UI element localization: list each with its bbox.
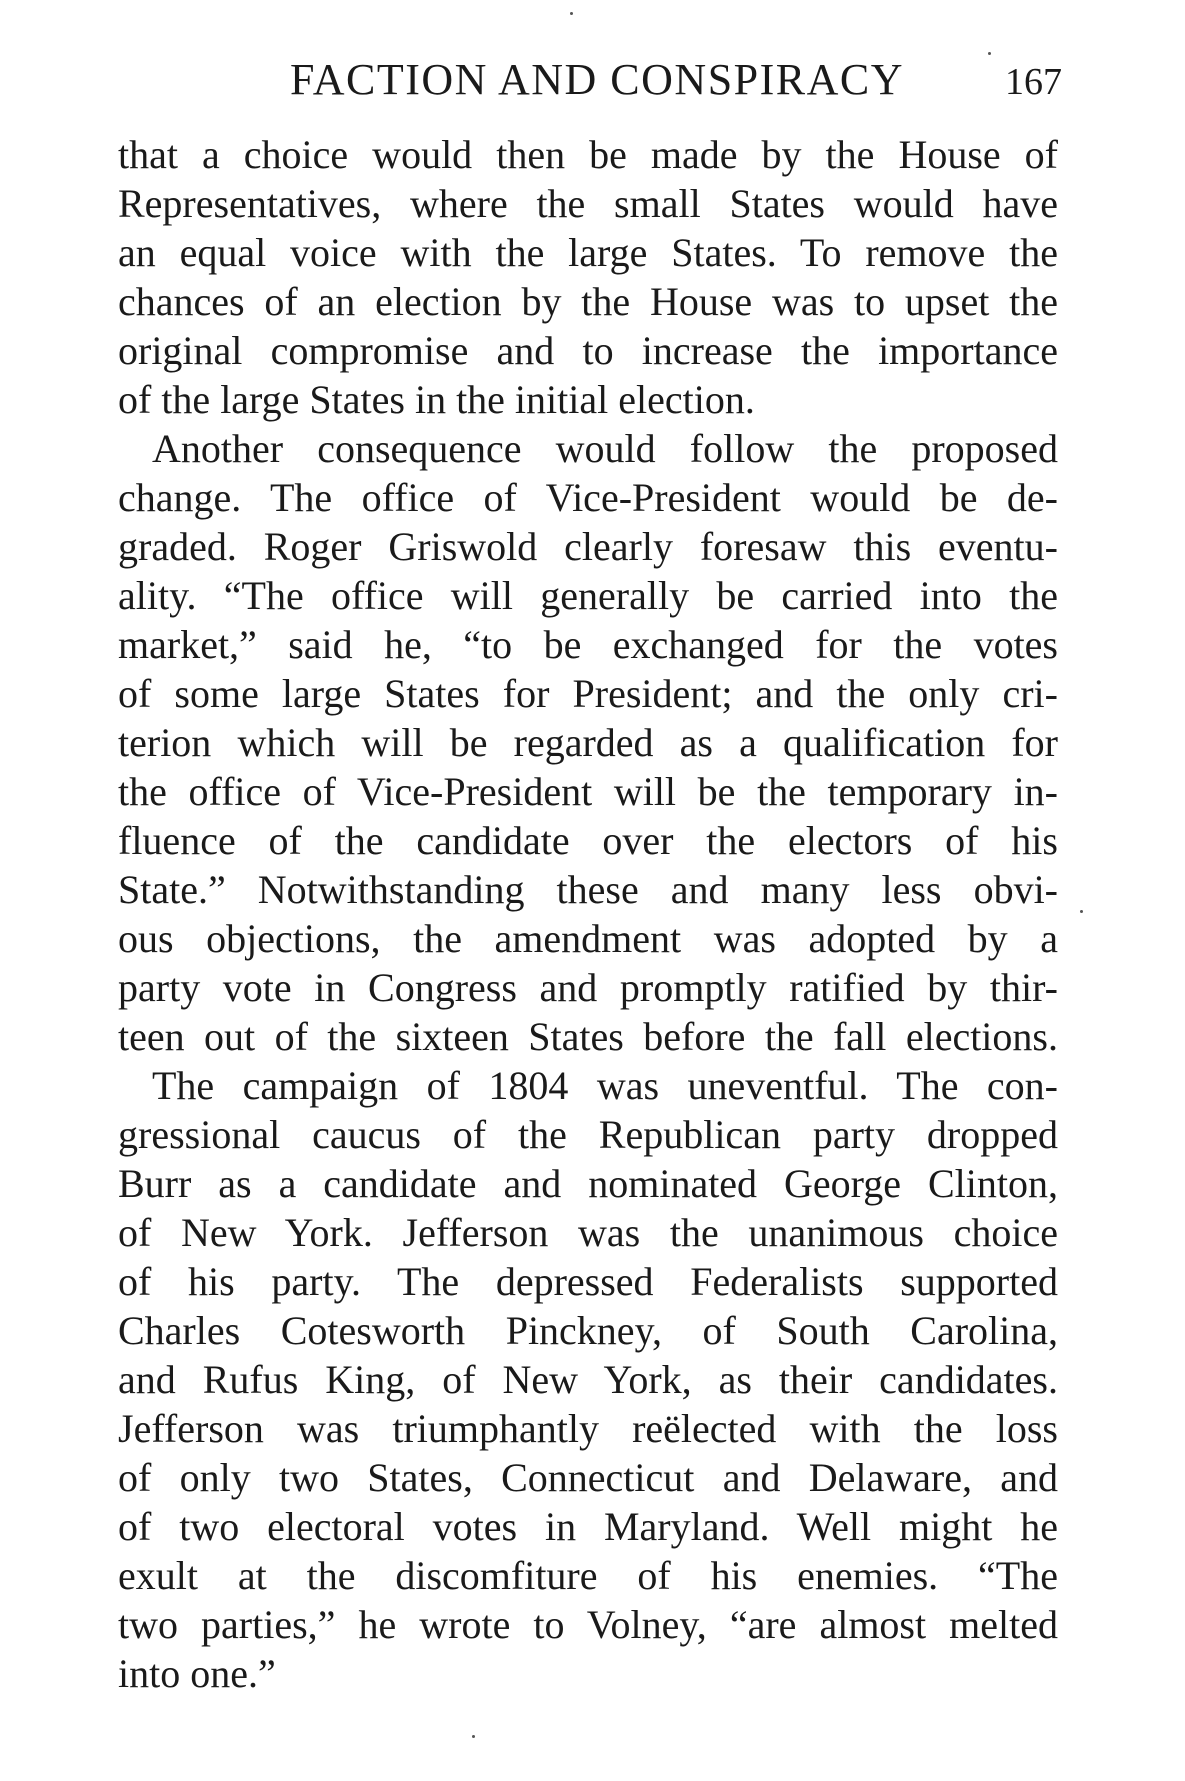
text-line: terion which will be regarded as a qualification for xyxy=(118,720,1058,765)
running-head xyxy=(0,54,1185,114)
text-line: exult at the discomfiture of his enemies. “The xyxy=(118,1553,1058,1598)
text-line: fluence of the candidate over the electors of his xyxy=(118,818,1058,863)
text-line: chances of an election by the House was to upset the xyxy=(118,279,1058,324)
scan-speck xyxy=(472,1735,475,1738)
text-line: The campaign of 1804 was uneventful. The con- xyxy=(152,1063,1058,1108)
text-line: gressional caucus of the Republican party dropped xyxy=(118,1112,1058,1157)
text-line: of New York. Jefferson was the unanimous choice xyxy=(118,1210,1058,1255)
text-line: Jefferson was triumphantly reëlected with the loss xyxy=(118,1406,1058,1451)
text-line: Representatives, where the small States would have xyxy=(118,181,1058,226)
text-line: graded. Roger Griswold clearly foresaw this eventu- xyxy=(118,524,1058,569)
text-line: ality. “The office will generally be carried into the xyxy=(118,573,1058,618)
scan-speck xyxy=(988,52,991,55)
running-title: FACTION AND CONSPIRACY xyxy=(290,55,905,104)
text-line: the office of Vice-President will be the temporary in- xyxy=(118,769,1058,814)
text-line: Another consequence would follow the proposed xyxy=(152,426,1058,471)
scan-speck xyxy=(1080,910,1083,913)
body-text xyxy=(118,130,1058,1698)
text-line: State.” Notwithstanding these and many less obvi- xyxy=(118,867,1058,912)
scan-speck xyxy=(570,12,573,15)
text-line: of only two States, Connecticut and Delaware, and xyxy=(118,1455,1058,1500)
text-line: two parties,” he wrote to Volney, “are almost melted xyxy=(118,1602,1058,1647)
text-line: of the large States in the initial election. xyxy=(118,377,755,422)
paragraph xyxy=(118,424,1058,1061)
text-line: that a choice would then be made by the House of xyxy=(118,132,1058,177)
text-line: an equal voice with the large States. To remove the xyxy=(118,230,1058,275)
text-line: party vote in Congress and promptly ratified by thir- xyxy=(118,965,1058,1010)
text-line: of some large States for President; and the only cri- xyxy=(118,671,1058,716)
text-line: Charles Cotesworth Pinckney, of South Carolina, xyxy=(118,1308,1058,1353)
text-line: Burr as a candidate and nominated George Clinton, xyxy=(118,1161,1058,1206)
text-line: change. The office of Vice-President would be de- xyxy=(118,475,1058,520)
text-line: teen out of the sixteen States before the fall elections. xyxy=(118,1014,1058,1059)
text-line: of his party. The depressed Federalists supported xyxy=(118,1259,1058,1304)
paragraph xyxy=(118,130,1058,424)
text-line: market,” said he, “to be exchanged for the votes xyxy=(118,622,1058,667)
text-line: original compromise and to increase the importance xyxy=(118,328,1058,373)
paragraph xyxy=(118,1061,1058,1698)
text-line: ous objections, the amendment was adopted by a xyxy=(118,916,1058,961)
text-line: of two electoral votes in Maryland. Well might he xyxy=(118,1504,1058,1549)
page-number: 167 xyxy=(1005,61,1062,103)
text-line: and Rufus King, of New York, as their candidates. xyxy=(118,1357,1058,1402)
text-line: into one.” xyxy=(118,1651,276,1696)
